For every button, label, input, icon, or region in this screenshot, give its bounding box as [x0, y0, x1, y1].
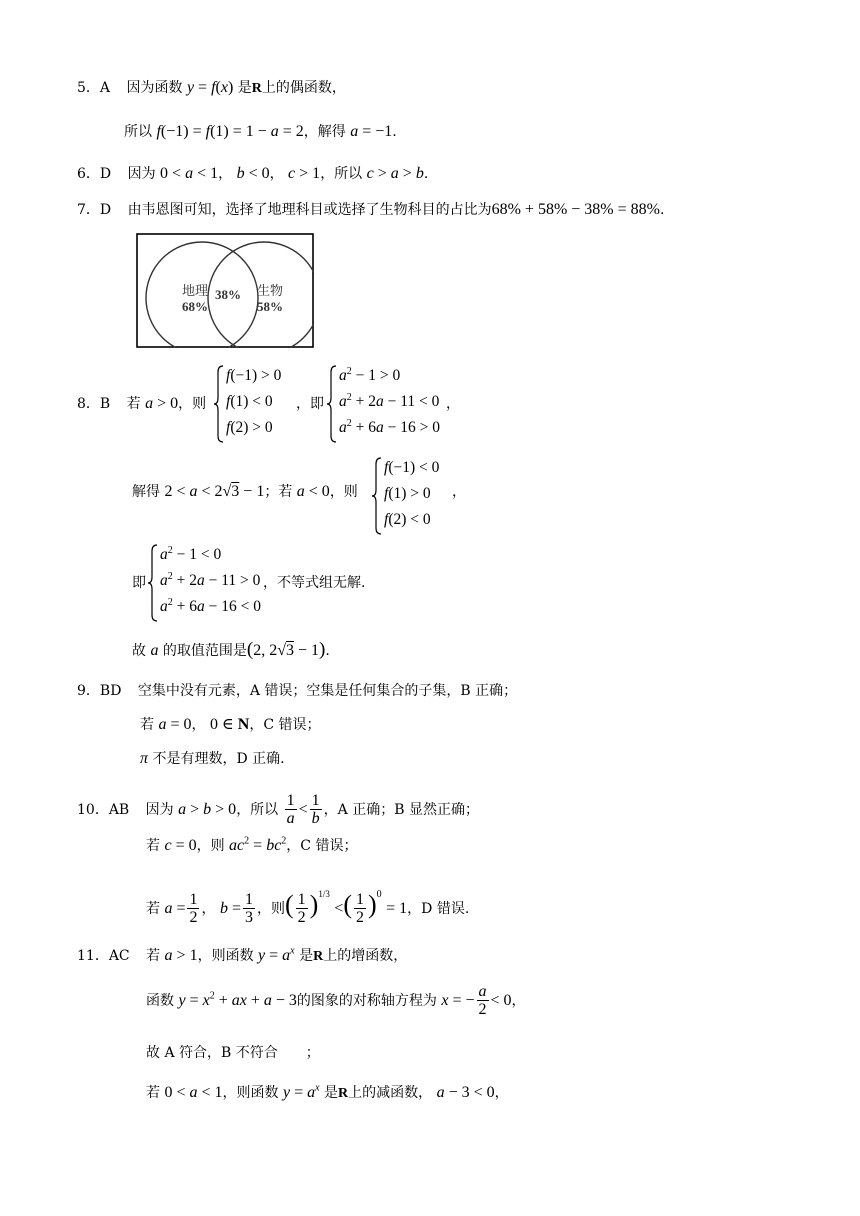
q8-line1: 8．B 若 a > 0，则 — [77, 395, 207, 412]
q6-number: 6．D — [77, 166, 112, 182]
brace-icon — [372, 456, 382, 536]
q11-line4: 若 0 < a < 1，则函数 $y = a^x$ 是R上的减函数， a − 3 < 0， — [146, 1082, 509, 1101]
q7-number: 7．D — [77, 202, 112, 218]
q5-line2: 所以 f(−1) = f(1) = 1 − a = 2，解得 a = −1. — [124, 123, 397, 140]
q7-line: 7．D 由韦恩图可知，选择了地理科目或选择了生物科目的占比为68% + 58% − 38% = 88%. — [77, 201, 665, 218]
q5-number: 5．A — [77, 80, 111, 96]
q8-system-2: $a^2 - 1 > 0$ $a^2 + 2a - 11 < 0$ $a^2 + 6a - 16 > 0$ — [327, 364, 457, 444]
q8-line4: 故 a 的取值范围是(2, 2√3 − 1). — [132, 639, 330, 660]
q9-line3: π 不是有理数，D 正确. — [140, 750, 285, 767]
q8-system-1: f(−1) > 0 f(1) < 0 f(2) > 0 — [214, 364, 304, 444]
q6-line: 6．D 因为 0 < a < 1， b < 0， c > 1，所以 c > a > b. — [77, 165, 429, 182]
venn-right-pct: 58% — [257, 299, 283, 314]
venn-diagram — [136, 233, 314, 348]
q8-line2: 解得 2 < a < 2√3 − 1；若 a < 0，则 — [132, 483, 358, 500]
q10-line3: 若 a = $\frac{1}{2}$ ， b = $\frac{1}{3}$ ，则( $\frac{1}{2}$ )$^{1/3}$ <( $\frac{1}{2}$ )$^0$ = 1，D 错误. — [146, 889, 470, 926]
q8-line3: 即 — [132, 575, 146, 591]
brace-icon — [214, 364, 224, 444]
q11-number: 11．AC — [77, 948, 130, 964]
q11-line2: 函数 $y = x^2$ + ax + a − 3的图象的对称轴方程为 x = − $\frac{a}{2}$ < 0， — [146, 982, 526, 1018]
q10-number: 10．AB — [77, 802, 130, 818]
brace-icon — [148, 543, 158, 623]
q9-line2: 若 a = 0， 0 ∈ N，C 错误； — [140, 716, 321, 733]
brace-icon — [327, 364, 337, 444]
venn-right-label: 生物 — [257, 284, 284, 299]
q5-equation: f(−1) = f(1) = 1 − a = 2 — [156, 123, 304, 140]
q10-line2: 若 c = 0，则 $ac^2 = bc^2$，C 错误； — [146, 835, 358, 854]
q9-number: 9．BD — [77, 683, 122, 699]
q8-system-4: $a^2 - 1 < 0$ $a^2 + 2a - 11 > 0$ $a^2 + 6a - 16 < 0$ — [148, 543, 278, 623]
venn-left-pct: 68% — [182, 299, 208, 314]
venn-mid-pct: 38% — [215, 287, 241, 302]
q11-line1: 11．AC 若 a > 1，则函数 $y = a^x$ 是R上的增函数， — [77, 945, 408, 964]
q8-system-3: f(−1) < 0 f(1) > 0 f(2) < 0 — [372, 456, 462, 536]
q8-number: 8．B — [77, 396, 111, 412]
q5-function-expr: y = f(x) — [186, 79, 234, 96]
q11-line3: 故 A 符合，B 不符合 ； — [146, 1045, 320, 1061]
q5-solution: a = −1 — [350, 123, 393, 140]
q9-line1: 9．BD 空集中没有元素，A 错误；空集是任何集合的子集，B 正确； — [77, 683, 518, 699]
q5-line1: 5．A 因为函数 y = f(x) 是R上的偶函数， — [77, 79, 346, 96]
q10-line1: 10．AB 因为 a > b > 0，所以 $\frac{1}{a}$ < $\frac{1}{b}$ ，A 正确；B 显然正确； — [77, 791, 479, 827]
venn-left-label: 地理 — [182, 284, 209, 299]
